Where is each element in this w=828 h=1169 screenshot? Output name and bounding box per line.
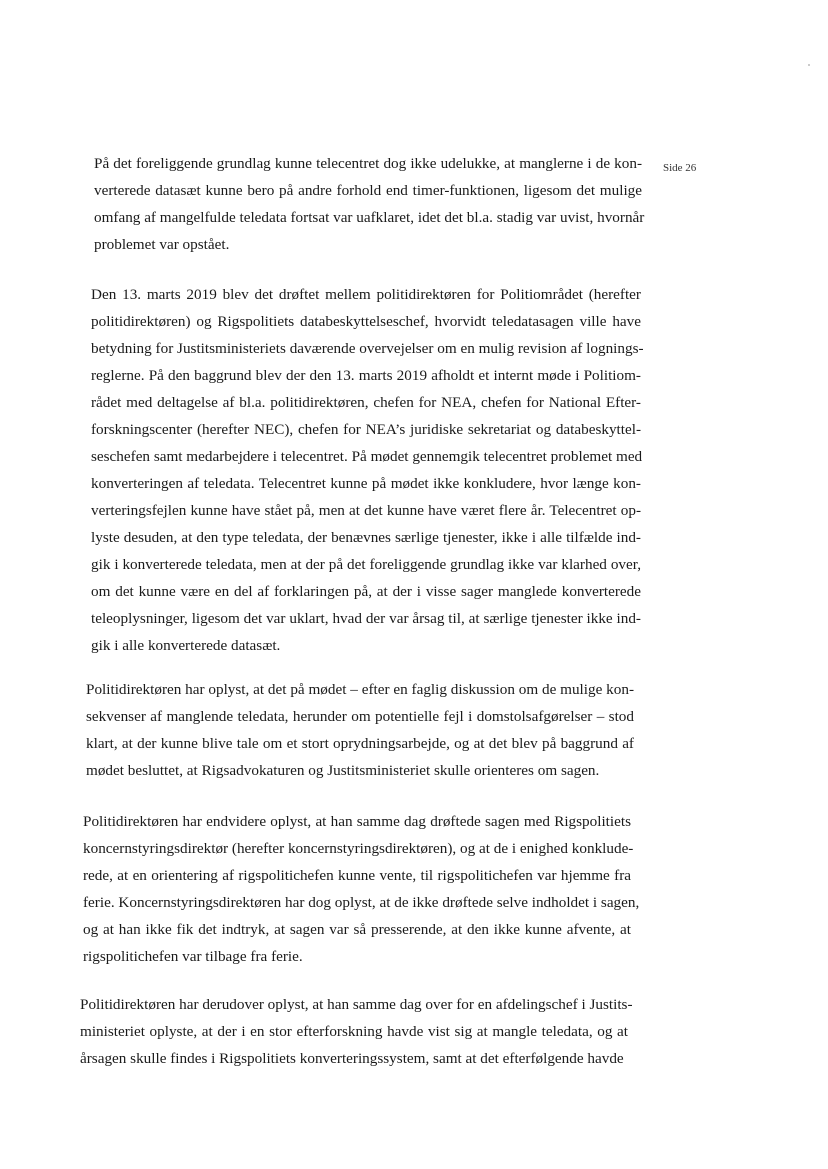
text-line: rede, at en orientering af rigspolitichefen kunne vente, til rigspolitichefen var hjemme fra [83, 867, 631, 884]
text-line: ferie. Koncernstyringsdirektøren har dog oplyst, at de ikke drøftede selve indholdet i sagen, [83, 894, 640, 911]
paragraph-5 [80, 991, 633, 1072]
text-line: sekvenser af manglende teledata, herunder om potentielle fejl i domstolsafgørelser – stod [86, 708, 634, 725]
text-line: om det kunne være en del af forklaringen på, at der i visse sager manglede konverterede [91, 583, 641, 600]
text-line: På det foreliggende grundlag kunne telecentret dog ikke udelukke, at manglerne i de kon- [94, 155, 642, 172]
text-line: gik i alle konverterede datasæt. [91, 637, 281, 654]
paragraph-2 [91, 281, 644, 659]
text-line: verteringsfejlen kunne have stået på, men at det kunne have været flere år. Telecentret op- [91, 502, 641, 519]
page-number: Side 26 [663, 162, 697, 174]
text-line: Den 13. marts 2019 blev det drøftet mellem politidirektøren for Politiområdet (herefter [91, 286, 641, 303]
text-line: gik i konverterede teledata, men at der på det foreliggende grundlag ikke var klarhed over, [91, 556, 641, 573]
text-line: Politidirektøren har endvidere oplyst, at han samme dag drøftede sagen med Rigspolitiets [83, 813, 631, 830]
text-line: forskningscenter (herefter NEC), chefen for NEA’s juridiske sekretariat og databeskyttel- [91, 421, 641, 438]
paragraph-4 [83, 808, 640, 970]
text-line: klart, at der kunne blive tale om et stort oprydningsarbejde, og at det blev på baggrund af [86, 735, 634, 752]
text-line: betydning for Justitsministeriets daværende overvejelser om en mulig revision af lognings- [91, 340, 644, 357]
text-line: Politidirektøren har oplyst, at det på mødet – efter en faglig diskussion om de mulige kon- [86, 681, 634, 698]
text-line: lyste desuden, at den type teledata, der benævnes særlige tjenester, ikke i alle tilfælde ind- [91, 529, 641, 546]
text-line: og at han ikke fik det indtryk, at sagen var så presserende, at den ikke kunne afvente, at [83, 921, 631, 938]
text-line: teleoplysninger, ligesom det var uklart, hvad der var årsag til, at særlige tjenester ikke ind- [91, 610, 641, 627]
text-line: rigspolitichefen var tilbage fra ferie. [83, 948, 303, 965]
text-line: verterede datasæt kunne bero på andre forhold end timer-funktionen, ligesom det mulige [94, 182, 642, 199]
text-line: politidirektøren) og Rigspolitiets databeskyttelseschef, hvorvidt teledatasagen ville have [91, 313, 641, 330]
text-line: omfang af mangelfulde teledata fortsat var uafklaret, idet det bl.a. stadig var uvist, hvornår [94, 209, 645, 226]
text-line: ministeriet oplyste, at der i en stor efterforskning havde vist sig at mangle teledata, og at [80, 1023, 628, 1040]
text-line: rådet med deltagelse af bl.a. politidirektøren, chefen for NEA, chefen for National Efter- [91, 394, 641, 411]
text-line: reglerne. På den baggrund blev der den 13. marts 2019 afholdt et internt møde i Politiom- [91, 367, 641, 384]
scan-speck [808, 64, 810, 66]
text-line: problemet var opstået. [94, 236, 230, 253]
text-line: konverteringen af teledata. Telecentret kunne på mødet ikke konkludere, hvor længe kon- [91, 475, 641, 492]
text-line: seschefen samt medarbejdere i telecentret. På mødet gennemgik telecentret problemet med [91, 448, 643, 465]
text-line: årsagen skulle findes i Rigspolitiets konverteringssystem, samt at det efterfølgende havde [80, 1050, 624, 1067]
text-line: mødet besluttet, at Rigsadvokaturen og Justitsministeriet skulle orienteres om sagen. [86, 762, 600, 779]
paragraph-3 [86, 676, 634, 784]
text-line: koncernstyringsdirektør (herefter koncernstyringsdirektøren), og at de i enighed konklude- [83, 840, 634, 857]
text-line: Politidirektøren har derudover oplyst, at han samme dag over for en afdelingschef i Justits- [80, 996, 633, 1013]
paragraph-1 [94, 150, 645, 258]
